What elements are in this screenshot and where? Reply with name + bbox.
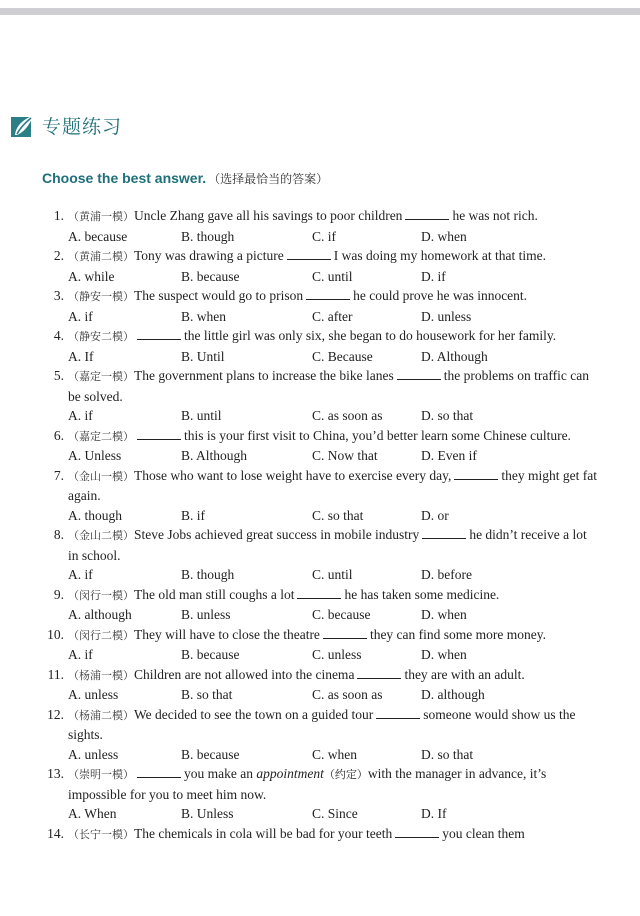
options-row xyxy=(40,406,600,426)
question-stem xyxy=(40,824,600,845)
answer-blank[interactable] xyxy=(137,765,181,778)
question-stem xyxy=(40,665,600,686)
question-text-after: the problems on traffic can be solved. xyxy=(68,368,589,404)
question-text-before: Uncle Zhang gave all his savings to poor children xyxy=(134,208,403,223)
question-number: 9. xyxy=(53,586,64,602)
question-number: 12. xyxy=(47,706,64,722)
question-stem xyxy=(40,525,600,565)
instruction xyxy=(42,170,328,188)
question-source: （长宁一模） xyxy=(68,827,134,841)
question-source: （闵行一模） xyxy=(68,588,134,602)
answer-blank[interactable] xyxy=(306,287,350,300)
question-text-before: The government plans to increase the bike lanes xyxy=(134,368,394,383)
question-number: 14. xyxy=(47,825,64,841)
question-text-after: they are with an adult. xyxy=(404,666,525,682)
question-source: （金山二模） xyxy=(68,529,134,542)
options-row xyxy=(40,685,600,705)
question-stem xyxy=(40,246,600,267)
question-text-after: this is your first visit to China, you’d better learn some Chinese culture. xyxy=(184,427,571,443)
question-source: （嘉定二模） xyxy=(68,429,134,443)
option-choice[interactable]: D. unless xyxy=(421,308,472,324)
option-choice[interactable]: C. when xyxy=(312,746,357,762)
question-text-after: he has taken some medicine. xyxy=(344,586,500,602)
question-item xyxy=(40,286,600,326)
question-stem xyxy=(40,326,600,347)
option-choice[interactable]: A. When xyxy=(68,806,117,821)
option-choice[interactable]: B. so that xyxy=(181,687,233,702)
question-number: 4. xyxy=(53,328,64,343)
answer-blank[interactable] xyxy=(287,247,331,260)
option-choice[interactable]: C. Since xyxy=(312,806,358,821)
question-number: 11. xyxy=(47,666,64,682)
option-choice[interactable]: A. if xyxy=(68,567,93,582)
question-number: 7. xyxy=(53,467,64,483)
question-text-before: We decided to see the town on a guided tour xyxy=(134,706,374,722)
question-text-after: he could prove he was innocent. xyxy=(353,288,528,303)
question-number: 6. xyxy=(53,427,64,443)
question-item xyxy=(40,246,600,286)
instruction-zh: （选择最恰当的答案） xyxy=(208,172,329,186)
options-row xyxy=(40,446,600,466)
question-number: 8. xyxy=(53,527,64,542)
options-row xyxy=(40,227,600,247)
options-row xyxy=(40,745,600,765)
option-choice[interactable]: D. Even if xyxy=(421,448,477,463)
question-item xyxy=(40,625,600,665)
question-text-after: I was doing my homework at that time. xyxy=(333,248,546,263)
answer-blank[interactable] xyxy=(137,327,181,340)
option-choice[interactable]: C. Because xyxy=(312,348,373,364)
question-stem xyxy=(40,585,600,606)
question-text-after: he didn’t receive a lot in school. xyxy=(68,527,587,563)
question-stem xyxy=(40,286,600,307)
options-row xyxy=(40,267,600,287)
option-choice[interactable]: C. Now that xyxy=(312,448,378,463)
option-choice[interactable]: C. as soon as xyxy=(312,408,383,423)
option-choice[interactable]: C. until xyxy=(312,567,353,582)
option-choice[interactable]: B. though xyxy=(181,567,235,582)
question-stem xyxy=(40,366,600,406)
option-choice[interactable]: B. though xyxy=(181,228,235,244)
option-choice[interactable]: D. when xyxy=(421,607,467,622)
option-choice[interactable]: C. unless xyxy=(312,647,362,662)
option-choice[interactable]: A. though xyxy=(68,507,122,523)
question-source: （杨浦二模） xyxy=(68,708,134,722)
option-choice[interactable]: D. when xyxy=(421,647,467,662)
options-row xyxy=(40,605,600,625)
question-text-before: Steve Jobs achieved great success in mobile industry xyxy=(134,527,420,542)
options-row xyxy=(40,307,600,327)
question-number: 2. xyxy=(53,248,64,263)
question-number: 10. xyxy=(47,626,64,642)
question-text-before: Those who want to lose weight have to exercise every day, xyxy=(134,467,452,483)
question-item xyxy=(40,665,600,705)
option-choice[interactable]: B. when xyxy=(181,308,226,324)
option-choice[interactable]: A. unless xyxy=(68,746,119,762)
question-text-after: you make an xyxy=(184,766,253,781)
answer-blank[interactable] xyxy=(405,207,449,220)
option-choice[interactable]: C. until xyxy=(312,268,353,284)
option-choice[interactable]: A. unless xyxy=(68,687,119,702)
option-choice[interactable]: B. until xyxy=(181,408,222,423)
option-choice[interactable]: B. Until xyxy=(181,348,225,364)
question-item xyxy=(40,824,600,845)
question-item xyxy=(40,366,600,426)
option-choice[interactable]: A. if xyxy=(68,408,93,423)
question-stem xyxy=(40,426,600,447)
option-choice[interactable]: D. if xyxy=(421,268,446,284)
option-choice[interactable]: C. so that xyxy=(312,507,364,523)
option-choice[interactable]: A. because xyxy=(68,228,128,244)
question-source: （嘉定一模） xyxy=(68,370,134,383)
option-choice[interactable]: B. if xyxy=(181,507,206,523)
question-text-before: The old man still coughs a lot xyxy=(134,586,295,602)
question-item xyxy=(40,585,600,625)
option-choice[interactable]: B. unless xyxy=(181,607,231,622)
question-item xyxy=(40,525,600,585)
question-text-before: The chemicals in cola will be bad for your teeth xyxy=(134,825,393,841)
option-choice[interactable]: B. because xyxy=(181,647,240,662)
option-choice[interactable]: A. while xyxy=(68,268,115,284)
question-number: 13. xyxy=(47,766,64,781)
option-choice[interactable]: D. when xyxy=(421,228,467,244)
question-stem xyxy=(40,625,600,646)
answer-blank[interactable] xyxy=(323,626,367,639)
option-choice[interactable]: C. if xyxy=(312,228,337,244)
question-source: （静安二模） xyxy=(68,330,134,343)
option-choice[interactable]: D. so that xyxy=(421,746,474,762)
option-choice[interactable]: B. because xyxy=(181,746,240,762)
question-item xyxy=(40,206,600,246)
option-choice[interactable]: D. If xyxy=(421,806,447,821)
question-text-after: you clean them xyxy=(442,825,525,841)
question-text-before: Children are not allowed into the cinema xyxy=(134,666,355,682)
option-choice[interactable]: B. because xyxy=(181,268,240,284)
question-text-after: he was not rich. xyxy=(452,208,538,223)
question-source: （崇明一模） xyxy=(68,768,134,781)
question-text-after: the little girl was only six, she began to do housework for her family. xyxy=(184,328,557,343)
option-choice[interactable]: A. if xyxy=(68,308,93,324)
question-item xyxy=(40,466,600,526)
section-header xyxy=(10,112,122,139)
option-choice[interactable]: D. Although xyxy=(421,348,488,364)
options-row xyxy=(40,506,600,526)
question-item xyxy=(40,426,600,466)
options-row xyxy=(40,804,600,824)
question-source: （静安一模） xyxy=(68,290,134,303)
leaf-icon xyxy=(10,113,36,139)
instruction-en: Choose the best answer. xyxy=(42,170,207,186)
options-row xyxy=(40,645,600,665)
question-stem xyxy=(40,466,600,506)
question-text-after: they can find some more money. xyxy=(369,626,547,642)
question-text-before: The suspect would go to prison xyxy=(134,288,304,303)
question-source: （闵行二模） xyxy=(68,628,134,642)
option-choice[interactable]: C. because xyxy=(312,607,371,622)
question-text-after: they might get fat again. xyxy=(68,467,598,503)
question-source: （黄浦一模） xyxy=(68,210,134,223)
question-text-before: They will have to close the theatre xyxy=(134,626,320,642)
answer-blank[interactable] xyxy=(376,706,420,719)
question-source: （黄浦二模） xyxy=(68,250,134,263)
answer-blank[interactable] xyxy=(357,666,401,679)
question-source: （杨浦一模） xyxy=(68,668,134,682)
option-choice[interactable]: D. so that xyxy=(421,408,474,423)
question-list xyxy=(40,206,600,844)
question-item xyxy=(40,326,600,366)
answer-blank[interactable] xyxy=(454,467,498,480)
option-choice[interactable]: A. If xyxy=(68,348,94,364)
question-text-after2: with the manager in advance, it’s impossible for you to meet him now. xyxy=(68,766,547,802)
answer-blank[interactable] xyxy=(137,427,181,440)
question-number: 3. xyxy=(53,288,64,303)
option-choice[interactable]: D. before xyxy=(421,567,472,582)
question-stem xyxy=(40,206,600,227)
options-row xyxy=(40,565,600,585)
answer-blank[interactable] xyxy=(397,367,441,380)
question-zh-note: （约定） xyxy=(323,768,368,781)
question-text-after: someone would show us the sights. xyxy=(68,706,576,742)
option-choice[interactable]: D. although xyxy=(421,687,485,702)
question-number: 1. xyxy=(53,208,64,223)
answer-blank[interactable] xyxy=(422,526,466,539)
option-choice[interactable]: D. or xyxy=(421,507,449,523)
question-item xyxy=(40,764,600,824)
option-choice[interactable]: C. after xyxy=(312,308,353,324)
section-title: 专题练习 xyxy=(42,116,123,138)
question-stem xyxy=(40,705,600,745)
options-row xyxy=(40,347,600,367)
question-number: 5. xyxy=(53,368,64,383)
answer-blank[interactable] xyxy=(395,825,439,838)
question-stem xyxy=(40,764,600,804)
option-choice[interactable]: B. Although xyxy=(181,448,248,463)
option-choice[interactable]: A. if xyxy=(68,647,93,662)
option-choice[interactable]: A. Unless xyxy=(68,448,122,463)
option-choice[interactable]: C. as soon as xyxy=(312,687,383,702)
question-text-before: Tony was drawing a picture xyxy=(134,248,284,263)
answer-blank[interactable] xyxy=(297,586,341,599)
question-source: （金山一模） xyxy=(68,469,134,483)
top-edge-bar xyxy=(0,8,640,15)
question-italic-word: appointment xyxy=(256,766,324,781)
option-choice[interactable]: A. although xyxy=(68,607,132,622)
option-choice[interactable]: B. Unless xyxy=(181,806,234,821)
question-item xyxy=(40,705,600,765)
